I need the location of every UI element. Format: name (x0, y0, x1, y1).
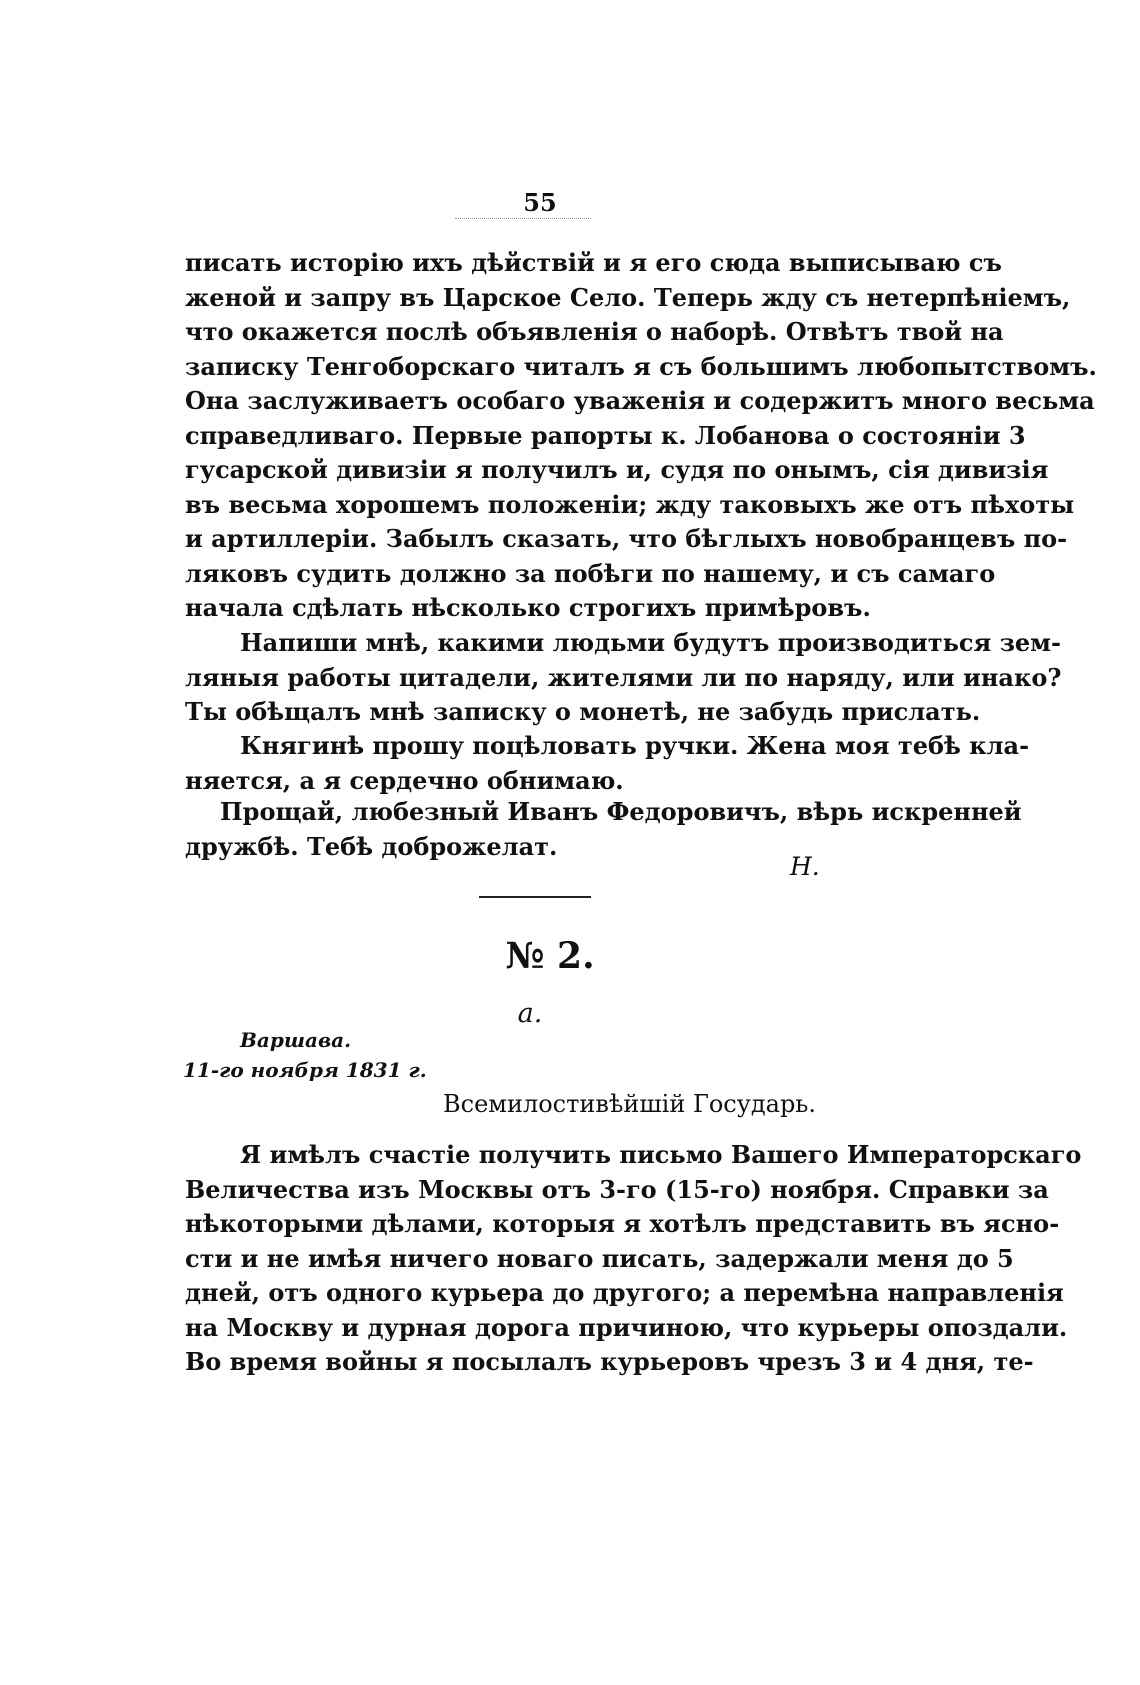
text-line: женой и запру въ Царское Село. Теперь жду съ нетерпѣніемъ, (185, 282, 1071, 312)
text-line: и артиллеріи. Забылъ сказать, что бѣглыхъ новобранцевъ по- (185, 524, 1068, 553)
text-line: Я имѣлъ счастіе получить письмо Вашего Императорскаго (240, 1140, 1082, 1169)
text-line: Прощай, любезный Иванъ Федоровичъ, вѣрь искренней (220, 797, 1022, 826)
section-number: № 2. (505, 935, 595, 977)
text-line: Величества изъ Москвы отъ 3-го (15-го) ноября. Справки за (185, 1174, 1049, 1204)
text-line: Княгинѣ прошу поцѣловать ручки. Жена моя тебѣ кла- (240, 731, 1030, 760)
text-line: ляковъ судить должно за побѣги по нашему, и съ самаго (185, 558, 996, 588)
paragraph-continuation (185, 246, 1097, 626)
text-line: сти и не имѣя ничего новаго писать, задержали меня до 5 (185, 1243, 1014, 1273)
text-line: справедливаго. Первые рапорты к. Лобанова о состояніи 3 (185, 420, 1026, 450)
letter-place: Варшава. (240, 1028, 352, 1052)
text-line: Напиши мнѣ, какими людьми будутъ производиться зем- (240, 628, 1061, 657)
text-line: Ты обѣщалъ мнѣ записку о монетѣ, не забудь прислать. (185, 697, 981, 726)
text-line: начала сдѣлать нѣсколько строгихъ примѣровъ. (185, 593, 871, 622)
text-line: что окажется послѣ объявленія о наборѣ. Отвѣтъ твой на (185, 317, 1004, 346)
subsection-letter: а. (517, 998, 543, 1029)
text-line: на Москву и дурная дорога причиною, что курьеры опоздали. (185, 1312, 1068, 1342)
paragraph-greetings (185, 729, 1030, 798)
text-line: писать исторію ихъ дѣйствій и я его сюда выписываю съ (185, 248, 1002, 277)
letter-date: 11-го ноября 1831 г. (183, 1058, 427, 1082)
page-number-rule (455, 218, 591, 220)
text-line: няется, а я сердечно обнимаю. (185, 765, 624, 795)
paragraph-letter-body (185, 1138, 1082, 1380)
signature: Н. (790, 852, 820, 881)
text-line: нѣкоторыми дѣлами, которыя я хотѣлъ представить въ ясно- (185, 1209, 1060, 1238)
text-line: Она заслуживаетъ особаго уваженія и содержитъ много весьма (185, 386, 1095, 415)
text-line: гусарской дивизіи я получилъ и, судя по онымъ, сія дивизія (185, 455, 1049, 484)
text-line: ляныя работы цитадели, жителями ли по наряду, или инако? (185, 662, 1062, 692)
text-line: записку Тенгоборскаго читалъ я съ большимъ любопытствомъ. (185, 351, 1097, 381)
text-line: Во время войны я посылалъ курьеровъ чрезъ 3 и 4 дня, те- (185, 1347, 1034, 1376)
text-line: въ весьма хорошемъ положеніи; жду таковыхъ же отъ пѣхоты (185, 489, 1075, 519)
letter-salutation: Всемилостивѣйшій Государь. (443, 1090, 816, 1118)
page-number: 55 (523, 188, 557, 217)
text-line: дружбѣ. Тебѣ доброжелат. (185, 831, 558, 861)
paragraph-works (185, 626, 1062, 730)
text-line: дней, отъ одного курьера до другого; а перемѣна направленія (185, 1278, 1064, 1307)
section-separator (479, 896, 591, 898)
paragraph-farewell (185, 795, 1022, 864)
